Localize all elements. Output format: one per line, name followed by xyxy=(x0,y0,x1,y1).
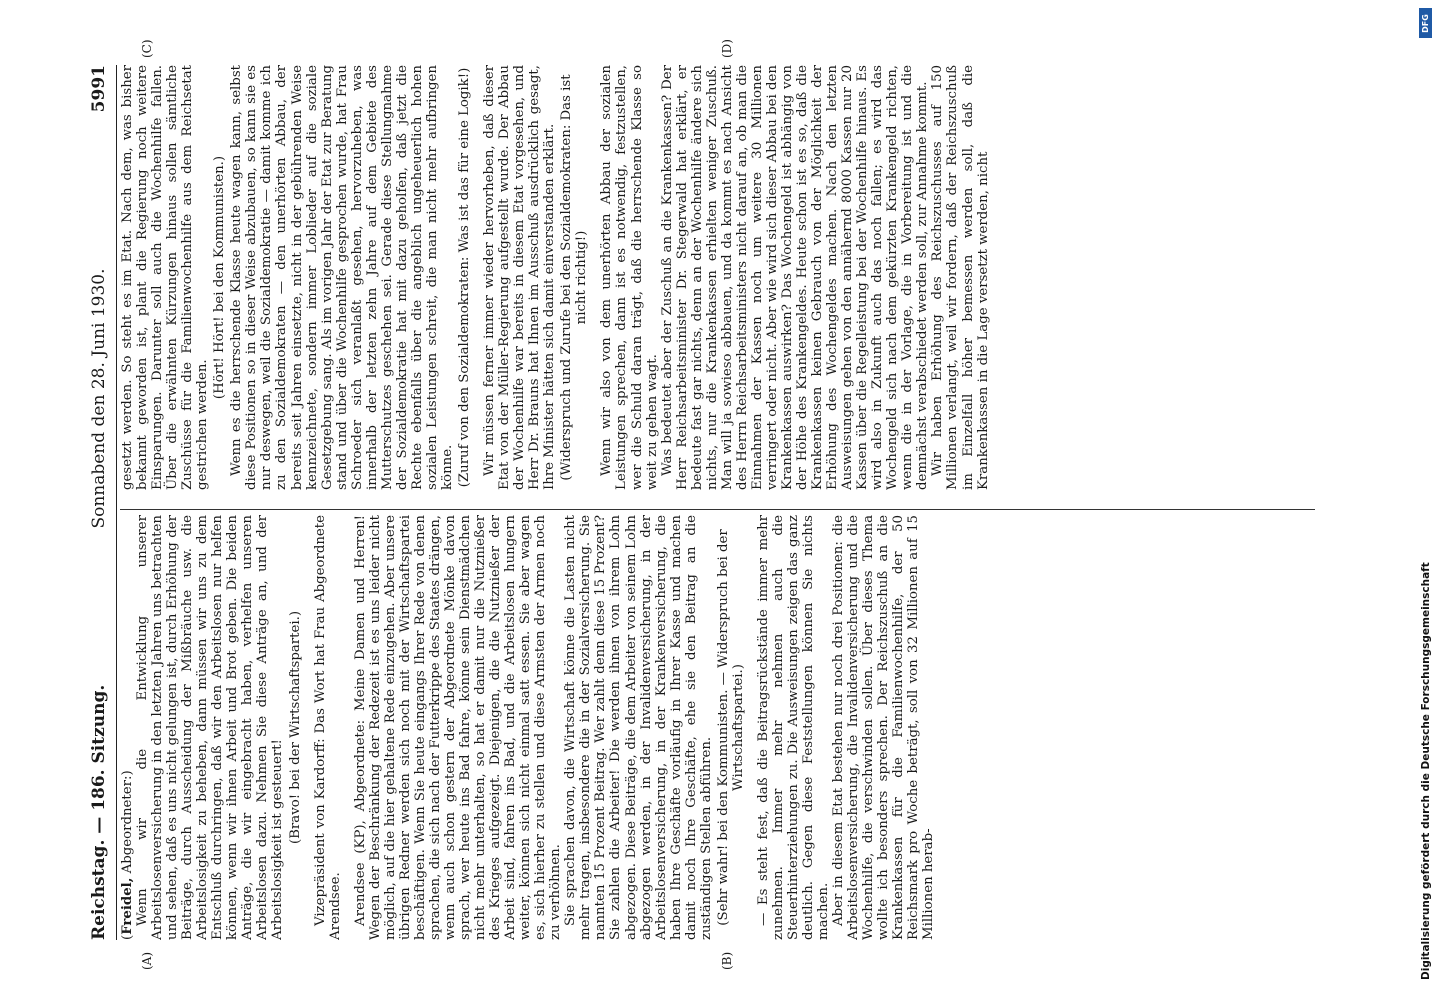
page-header xyxy=(82,65,117,940)
margin-marker-a: (A) xyxy=(140,951,154,970)
margin-marker-c: (C) xyxy=(140,39,154,58)
interjection: (Sehr wahr! bei den Kommunisten. — Widerspruch bei der Wirtschaftspartei.) xyxy=(715,529,746,926)
paragraph: Aber in diesem Etat bestehen nur noch drei Positionen: die Arbeitslosenversicherung, die Invalidenversicherung und die Wochenhilfe, die verschwinden sollen. Über dieses Thema wollte ich besonders sprechen. Der Reichszuschuß an die Krankenkassen für die Familienwochenhilfe, der 50 Reichsmark pro Woche beträgt, soll von 32 Millionen auf 15 Millionen herab- xyxy=(831,515,937,940)
margin-marker-b: (B) xyxy=(720,951,734,970)
speaker-name: Freidel, xyxy=(120,877,135,935)
speaker-role: Abgeordneter:) xyxy=(120,770,135,878)
paragraph: Arendsee (KP), Abgeordnete: Meine Damen und Herren! Wegen der Beschränkung der Redezeit ist es uns leider nicht möglich, auf die hier gehaltene Rede einzugehen. Aber unsere übrigen Redner werden sich noch mit der Wirtschaftspartei beschäftigen. Wenn Sie heute eingangs Ihrer Rede von denen sprachen, die sich nach der Futterkrippe des Staates drängen, wenn auch schon gestern der Abgeordnete Mönke davon sprach, wer heute ins Bad fahre, könne sein Dienstmädchen nicht mehr unterhalten, so hat er damit nur die Nutznießer des Krieges aufgezeigt. Diejenigen, die die Nutznießer der Arbeit sind, fahren ins Bad, und die Arbeitslosen hungern weiter, können sich nicht einmal satt essen. Sie aber wagen es, sich hierher zu stellen und diese Armsten der Armen noch zu verhöhnen. xyxy=(352,515,564,940)
interjection: (Zuruf von den Sozialdemokraten: Was ist das für eine Logik!) xyxy=(457,67,473,488)
interjection: (Hört! Hört! bei den Kommunisten.) xyxy=(212,155,228,400)
paragraph: Wenn es die herrschende Klasse heute wagen kann, selbst diese Positionen so in dieser Weise abzubauen, so kann sie es nur deswegen, weil die Sozialdemokratie — damit komme ich zu den Sozialdemokraten — den unerhörten Abbau, der bereits seit Jahren einsetzte, nicht in der gebührenden Weise kennzeichnete, sondern immer Loblieder auf die soziale Gesetzgebung sang. Als im vorigen Jahr der Etat zur Beratung stand und über die Wochenhilfe gesprochen wurde, hat Frau Schroeder sich veranlaßt gesehen, hervorzuheben, was innerhalb der letzten zehn Jahre auf dem Gebiete des Mutterschutzes geschehen sei. Gerade diese Stellungnahme der Sozialdemokratie hat mit dazu geholfen, daß jetzt die Rechte ebenfalls über die angeblich ungeheuerlich hohen sozialen Leistungen schreit, die man nicht mehr aufbringen könne. xyxy=(229,65,455,490)
digitization-credit: Digitalisierung gefördert durch die Deutsche Forschungsgemeinschaft xyxy=(1420,562,1432,980)
margin-marker-d: (D) xyxy=(720,39,734,58)
column-divider xyxy=(120,509,1315,510)
paragraph: Wenn wir also von dem unerhörten Abbau der sozialen Leistungen sprechen, dann ist es notwendig, festzustellen, wer die Schuld daran trägt, daß die herrschende Klasse so weit zu gehen wagt. xyxy=(599,65,660,490)
header-left: Reichstag. — 186. Sitzung. xyxy=(89,684,109,940)
paragraph: Vizepräsident von Kardorff: Das Wort hat Frau Abgeordnete Arendsee. xyxy=(312,515,343,940)
right-column xyxy=(120,65,1315,490)
paragraph: Wir haben Erhöhung des Reichszuschusses auf 150 Millionen verlangt, weil wir fordern, daß der Reichszuschuß im Einzelfall höher bemessen werden soll, daß die Krankenkassen in die Lage versetzt werden, nicht xyxy=(930,65,991,490)
paragraph: gesetzt werden. So steht es im Etat. Nach dem, was bisher bekannt geworden ist, plant die Regierung noch weitere Einsparungen. Darunter soll auch die Wochenhilfe fallen. Über die erwähnten Kürzungen hinaus sollen sämtliche Zuschüsse für die Familienwochenhilfe aus dem Reichsetat gestrichen werden. xyxy=(120,65,211,490)
header-date: Sonnabend den 28. Juni 1930. xyxy=(89,268,109,529)
paragraph: Sie sprachen davon, die Wirtschaft könne die Lasten nicht mehr tragen, insbesondere die in der Sozialversicherung. Sie nannten 15 Prozent Beitrag. Wer zahlt denn diese 15 Prozent? Sie zahlen die Arbeiter! Die werden ihnen von ihrem Lohn abgezogen. Diese Beiträge, die dem Arbeiter von seinem Lohn abgezogen werden, in der Invalidenversicherung, in der Arbeitslosenversicherung, in der Krankenversicherung, die haben Ihre Geschäfte vorläufig in Ihrer Kasse und machen damit noch Ihre Geschäfte, ehe sie den Beitrag an die zuständigen Stellen abführen. xyxy=(563,515,714,940)
paragraph: Wir müssen ferner immer wieder hervorheben, daß dieser Etat von der Müller-Regierung aufgestellt wurde. Der Abbau der Wochenhilfe war bereits in diesem Etat vorgesehen, und Herr Dr. Brauns hat Ihnen im Ausschuß ausdrücklich gesagt, Ihre Minister hätten sich damit einverstanden erklärt. xyxy=(482,65,558,490)
paragraph: Was bedeutet aber der Zuschuß an die Krankenkassen? Der Herr Reichsarbeitsminister Dr. Stegerwald hat erklärt, er bedeute fast gar nichts, denn an der Wochenhilfe ändere sich nichts, nur die Krankenkassen erhielten weniger Zuschuß. Man will ja sowieso abbauen, und da kommt es nach Ansicht des Herrn Reichsarbeitsministers nicht darauf an, ob man die Einnahmen der Kassen noch um weitere 30 Millionen verringert oder nicht. Aber wie wird sich dieser Abbau bei den Krankenkassen auswirken? Das Wochengeld ist abhängig von der Höhe des Krankengeldes. Heute schon ist es so, daß die Krankenkassen keinen Gebrauch von der Möglichkeit der Erhöhung des Wochengeldes machen. Nach den letzten Ausweisungen gehen von den annähernd 8000 Kassen nur 20 Kassen über die Regelleistung bei der Wochenhilfe hinaus. Es wird also in Zukunft auch das noch fallen; es wird das Wochengeld sich nach dem gekürzten Krankengeld richten, wenn die in der Vorlage, die in Vorbereitung ist und die demnächst verabschiedet werden soll, zur Annahme kommt. xyxy=(659,65,931,490)
interjection: (Widerspruch und Zurufe bei den Sozialdemokraten: Das ist nicht richtig!) xyxy=(559,74,590,481)
dfg-logo: DFG xyxy=(1419,8,1432,38)
interjection: (Bravo! bei der Wirtschaftspartei.) xyxy=(287,610,303,845)
paragraph: — Es steht fest, daß die Beitragsrückstände immer mehr zunehmen. Immer mehr nehmen auch die Steuerhinterziehungen zu. Die Ausweisungen zeigen das ganz deutlich. Gegen diese Feststellungen können Sie nichts machen. xyxy=(755,515,832,940)
left-column xyxy=(120,515,1315,940)
page-number: 5991 xyxy=(89,65,109,113)
speaker-line: (Freidel, Abgeordneter:) xyxy=(120,770,135,940)
paragraph: Wenn wir die Entwicklung unserer Arbeitslosenversicherung in den letzten Jahren uns betrachten und sehen, daß es uns nicht gelungen ist, durch Erhöhung der Beiträge, durch Ausscheidung der Mißbräuche usw. die Arbeitslosigkeit zu beheben, dann müssen wir uns zu dem Entschluß durchringen, daß wir den Arbeitslosen nur helfen können, wenn wir ihnen Arbeit und Brot geben. Die beiden Anträge, die wir eingebracht haben, verhelfen unseren Arbeitslosen dazu. Nehmen Sie diese Anträge an, und der Arbeitslosigkeit ist gesteuert! xyxy=(135,515,286,940)
